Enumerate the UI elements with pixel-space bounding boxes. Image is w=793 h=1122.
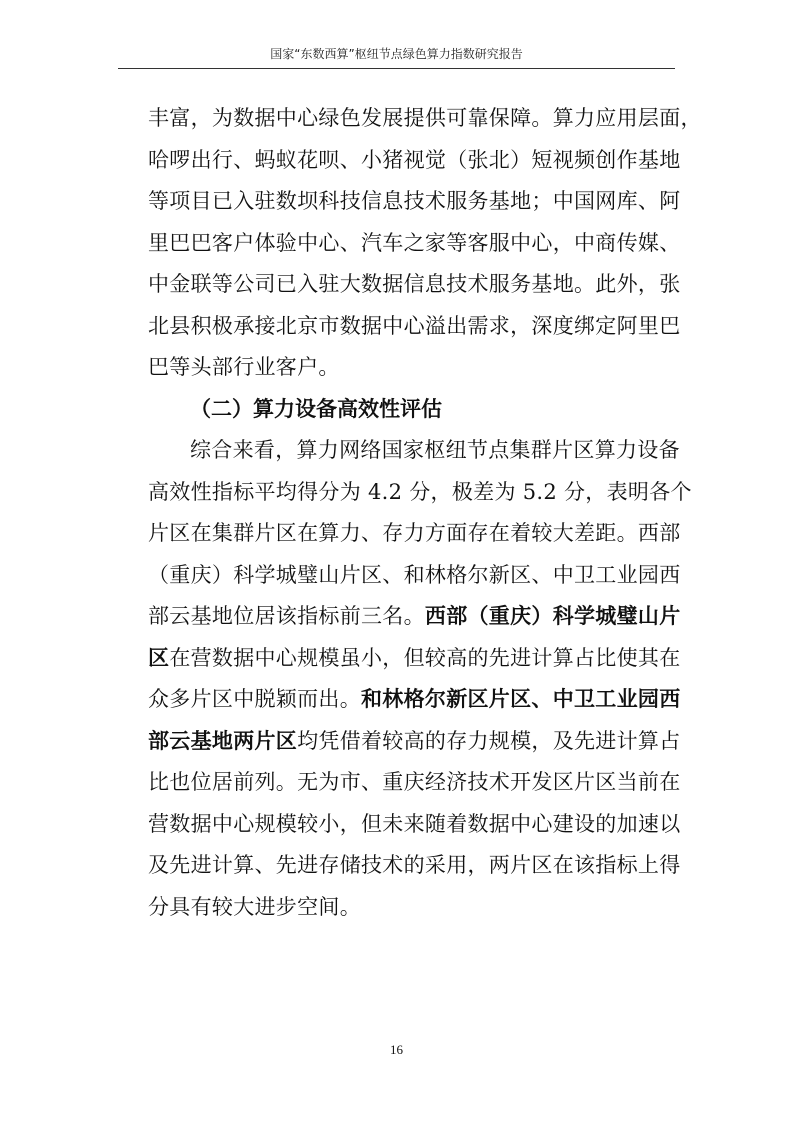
section-heading: （二）算力设备高效性评估 xyxy=(190,396,442,421)
paragraph-line xyxy=(148,638,681,680)
paragraph-line: （重庆）科学城璧山片区、和林格尔新区、中卫工业园西 xyxy=(148,562,681,587)
paragraph-line: 中金联等公司已入驻大数据信息技术服务基地。此外，张 xyxy=(148,272,681,296)
line-text: 部云基地位居该指标前三名。 xyxy=(148,604,425,628)
paragraph-line: 哈啰出行、蚂蚁花呗、小猪视觉（张北）短视频创作基地 xyxy=(148,147,681,172)
bold-text: 区 xyxy=(148,645,170,670)
page-number: 16 xyxy=(390,1042,403,1057)
paragraph-line: 丰富，为数据中心绿色发展提供可靠保障。算力应用层面， xyxy=(148,106,702,130)
paragraph-line: 综合来看，算力网络国家枢纽节点集群片区算力设备 xyxy=(190,438,680,462)
line-text: 众多片区中脱颖而出。 xyxy=(148,687,361,711)
paragraph-line xyxy=(148,679,681,721)
running-header: 国家“东数西算”枢纽节点绿色算力指数研究报告 xyxy=(270,47,523,61)
paragraph-line: 北县积极承接北京市数据中心溢出需求，深度绑定阿里巴 xyxy=(148,313,681,338)
paragraph-line xyxy=(148,721,681,763)
line-text: 均凭借着较高的存力规模，及先进计算占 xyxy=(297,728,681,753)
paragraph-line: 分具有较大进步空间。 xyxy=(148,894,361,919)
bold-text: 部云基地两片区 xyxy=(148,728,298,753)
paragraph-line: 里巴巴客户体验中心、汽车之家等客服中心，中商传媒、 xyxy=(148,230,681,255)
paragraph-line xyxy=(148,596,681,638)
header-rule xyxy=(118,68,675,69)
bold-text: 西部（重庆）科学城璧山片 xyxy=(424,604,681,628)
paragraph-line: 比也位居前列。无为市、重庆经济技术开发区片区当前在 xyxy=(148,770,681,794)
paragraph-line: 片区在集群片区在算力、存力方面存在着较大差距。西部 xyxy=(148,521,681,545)
paragraph-line: 巴等头部行业客户。 xyxy=(148,355,340,379)
paragraph-line: 高效性指标平均得分为 4.2 分，极差为 5.2 分，表明各个 xyxy=(148,479,692,504)
line-text: 在营数据中心规模虽小，但较高的先进计算占比使其在 xyxy=(169,645,681,670)
body-text xyxy=(148,98,702,928)
bold-text: 和林格尔新区片区、中卫工业园西 xyxy=(361,687,681,711)
paragraph-line: 及先进计算、先进存储技术的采用，两片区在该指标上得 xyxy=(148,853,681,877)
paragraph-line: 等项目已入驻数坝科技信息技术服务基地；中国网库、阿 xyxy=(148,189,681,213)
paragraph-line: 营数据中心规模较小，但未来随着数据中心建设的加速以 xyxy=(148,811,681,836)
